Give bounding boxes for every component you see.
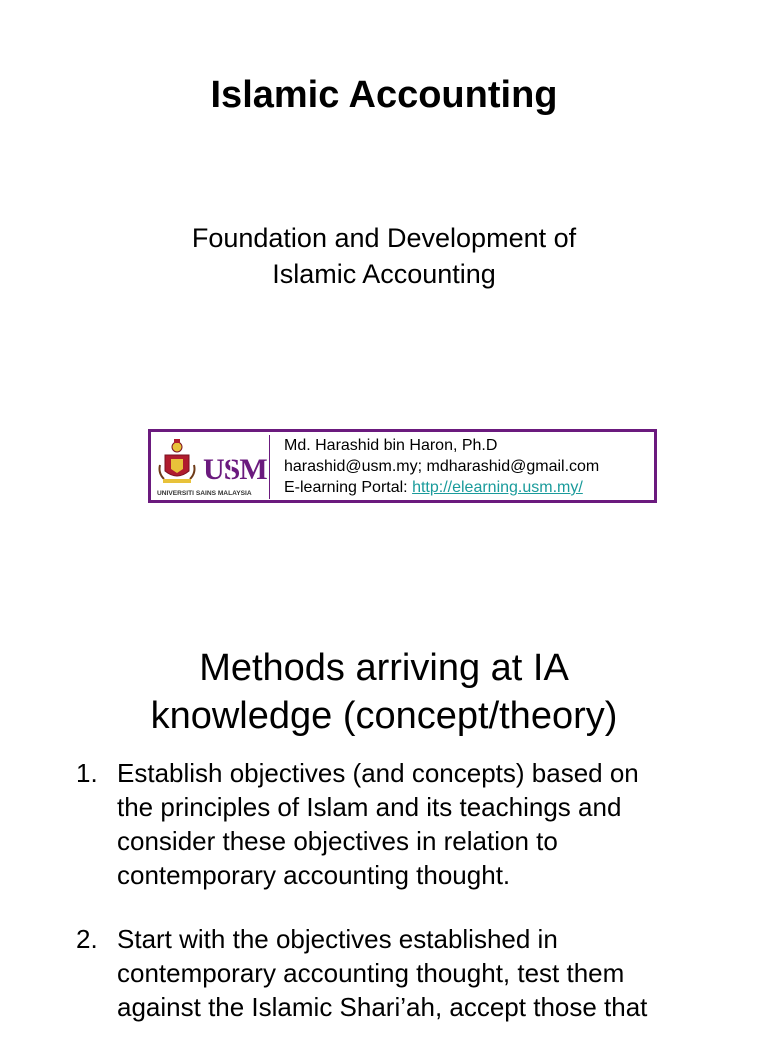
title-line: Methods arriving at IA [199, 647, 569, 689]
svg-text:USM: USM [203, 453, 267, 486]
usm-logo [155, 435, 270, 499]
portal-label: E-learning Portal: [284, 479, 413, 496]
slide-subtitle [0, 220, 768, 292]
list-item [76, 922, 716, 1024]
list-item-line: Start with the objectives established in [117, 924, 558, 954]
author-emails: harashid@usm.my; mdharashid@gmail.com [284, 458, 600, 475]
list-item-line: contemporary accounting thought. [117, 860, 511, 890]
author-details [284, 435, 599, 498]
list-item-line: the principles of Islam and its teachings and [117, 792, 622, 822]
subtitle-line: Islamic Accounting [272, 259, 496, 289]
list-number: 1. [76, 758, 98, 788]
author-name: Md. Harashid bin Haron, Ph.D [284, 437, 498, 454]
author-info-box [148, 429, 657, 503]
slide-2 [0, 580, 768, 1024]
svg-text:UNIVERSITI SAINS MALAYSIA: UNIVERSITI SAINS MALAYSIA [157, 490, 252, 497]
portal-line [284, 477, 599, 498]
usm-crest-icon [155, 435, 269, 499]
list-item-line: consider these objectives in relation to [117, 826, 558, 856]
title-line: knowledge (concept/theory) [150, 695, 618, 737]
numbered-list [76, 756, 716, 1054]
list-item-line: contemporary accounting thought, test them [117, 958, 625, 988]
portal-link[interactable]: http://elearning.usm.my/ [412, 479, 583, 496]
list-item [76, 756, 716, 892]
list-number: 2. [76, 924, 98, 954]
subtitle-line: Foundation and Development of [191, 223, 577, 253]
slide-title: Islamic Accounting [210, 74, 558, 116]
list-item-line: against the Islamic Shari’ah, accept those that [117, 992, 648, 1022]
slide-title [0, 644, 768, 740]
list-item-line: Establish objectives (and concepts) based on [117, 758, 639, 788]
